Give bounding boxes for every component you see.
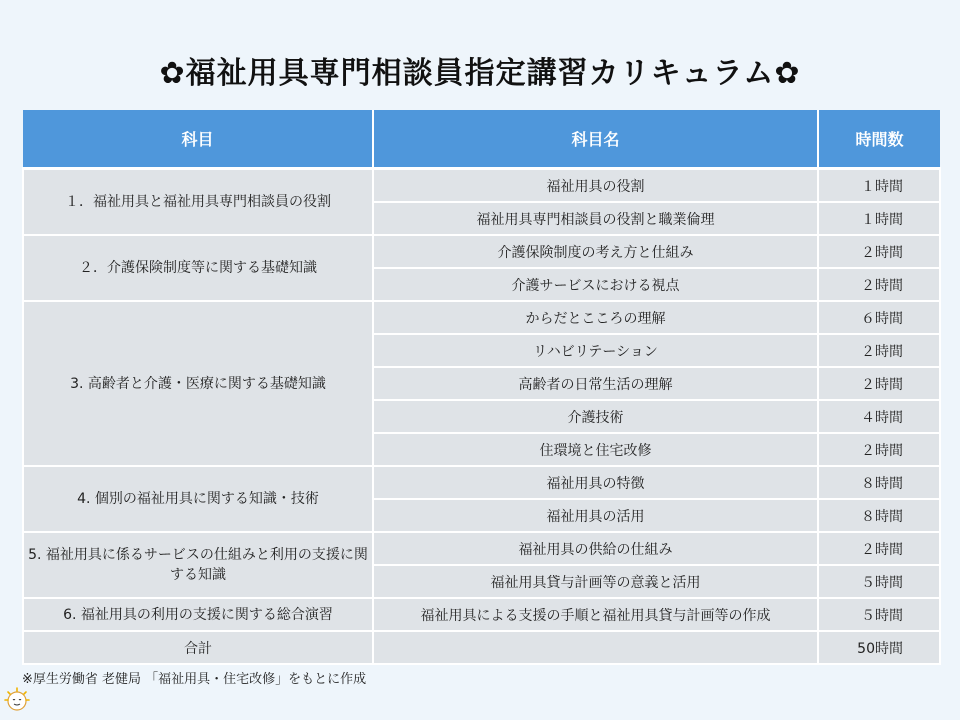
page-title: ✿福祉用具専門相談員指定講習カリキュラム✿ bbox=[159, 56, 801, 91]
hours-cell: ８時間 bbox=[818, 499, 940, 532]
hours-cell: ６時間 bbox=[818, 301, 940, 334]
hours-cell: ２時間 bbox=[818, 433, 940, 466]
hours-cell: ４時間 bbox=[818, 400, 940, 433]
course-name-cell: 福祉用具による支援の手順と福祉用具貸与計画等の作成 bbox=[373, 598, 818, 631]
hours-cell: ２時間 bbox=[818, 367, 940, 400]
total-row bbox=[23, 631, 940, 664]
course-name-cell: 福祉用具の役割 bbox=[373, 169, 818, 203]
course-name-cell: からだとこころの理解 bbox=[373, 301, 818, 334]
table-row bbox=[23, 532, 940, 565]
curriculum-table bbox=[22, 110, 941, 665]
total-empty-cell bbox=[373, 631, 818, 664]
source-note: ※厚生労働省 老健局 「福祉用具・住宅改修」をもとに作成 bbox=[22, 672, 367, 687]
course-name-cell: 介護保険制度の考え方と仕組み bbox=[373, 235, 818, 268]
hours-cell: ５時間 bbox=[818, 565, 940, 598]
subject-cell: ２．介護保険制度等に関する基礎知識 bbox=[23, 235, 373, 301]
course-name-cell: 福祉用具の供給の仕組み bbox=[373, 532, 818, 565]
course-name-cell: リハビリテーション bbox=[373, 334, 818, 367]
course-name-cell: 福祉用具の活用 bbox=[373, 499, 818, 532]
column-header-hours: 時間数 bbox=[818, 110, 940, 169]
course-name-cell: 福祉用具の特徴 bbox=[373, 466, 818, 499]
total-label-cell: 合計 bbox=[23, 631, 373, 664]
total-hours-cell: 50時間 bbox=[818, 631, 940, 664]
table-row bbox=[23, 169, 940, 203]
table-row bbox=[23, 598, 940, 631]
hours-cell: ８時間 bbox=[818, 466, 940, 499]
subject-cell: 4. 個別の福祉用具に関する知識・技術 bbox=[23, 466, 373, 532]
subject-cell: 5. 福祉用具に係るサービスの仕組みと利用の支援に関する知識 bbox=[23, 532, 373, 598]
subject-cell: 6. 福祉用具の利用の支援に関する総合演習 bbox=[23, 598, 373, 631]
sun-face-logo-icon bbox=[2, 684, 32, 714]
subject-cell: １．福祉用具と福祉用具専門相談員の役割 bbox=[23, 169, 373, 236]
course-name-cell: 介護技術 bbox=[373, 400, 818, 433]
hours-cell: ２時間 bbox=[818, 235, 940, 268]
course-name-cell: 高齢者の日常生活の理解 bbox=[373, 367, 818, 400]
table-header-row bbox=[23, 110, 940, 169]
hours-cell: １時間 bbox=[818, 169, 940, 203]
course-name-cell: 住環境と住宅改修 bbox=[373, 433, 818, 466]
hours-cell: ２時間 bbox=[818, 268, 940, 301]
hours-cell: １時間 bbox=[818, 202, 940, 235]
course-name-cell: 福祉用具専門相談員の役割と職業倫理 bbox=[373, 202, 818, 235]
table-row bbox=[23, 235, 940, 268]
table-row bbox=[23, 301, 940, 334]
hours-cell: ５時間 bbox=[818, 598, 940, 631]
hours-cell: ２時間 bbox=[818, 334, 940, 367]
hours-cell: ２時間 bbox=[818, 532, 940, 565]
subject-cell: 3. 高齢者と介護・医療に関する基礎知識 bbox=[23, 301, 373, 466]
course-name-cell: 福祉用具貸与計画等の意義と活用 bbox=[373, 565, 818, 598]
column-header-course-name: 科目名 bbox=[373, 110, 818, 169]
course-name-cell: 介護サービスにおける視点 bbox=[373, 268, 818, 301]
table-row bbox=[23, 466, 940, 499]
column-header-subject: 科目 bbox=[23, 110, 373, 169]
